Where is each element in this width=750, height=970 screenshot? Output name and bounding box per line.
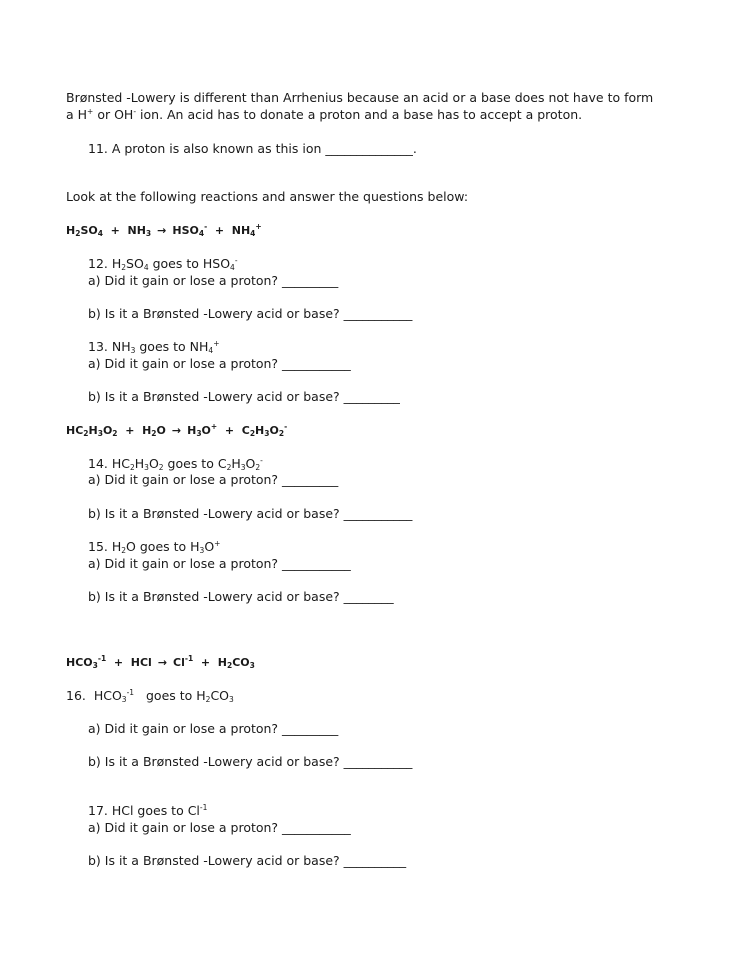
question-13b: b) Is it a Brønsted -Lowery acid or base? _________: [88, 389, 400, 404]
reaction-arrow-icon: →: [171, 424, 182, 437]
question-17-heading: 17. HCl goes to $Cl^{-1}$: [88, 803, 208, 818]
reaction-1: $H_2SO_4 + NH_3 \to HSO_4^- + NH_4^+$: [66, 222, 262, 238]
question-16-heading: 16. $HCO_3^{-1}$ goes to $H_2CO_3$: [66, 688, 234, 704]
reaction-arrow-icon: →: [157, 224, 167, 237]
question-15a: a) Did it gain or lose a proton? ___________: [88, 556, 351, 571]
question-14-heading: 14. $HC_2H_3O_2$ goes to $C_2H_3O_2^-$: [88, 456, 263, 472]
question-12b: b) Is it a Brønsted -Lowery acid or base? ___________: [88, 306, 413, 321]
intro-line-2: a H+ or OH- ion. An acid has to donate a proton and a base has to accept a proton.: [66, 107, 583, 122]
question-16a: a) Did it gain or lose a proton? _________: [88, 721, 339, 736]
question-12-heading: 12. $H_2SO_4$ goes to $HSO_4^-$: [88, 256, 238, 272]
question-15b: b) Is it a Brønsted -Lowery acid or base? ________: [88, 589, 394, 604]
reaction-2: $HC_2H_3O_2 + H_2O \to H_3O^+ + C_2H_3O_2^-$: [66, 422, 288, 438]
instruction-text: Look at the following reactions and answer the questions below:: [66, 189, 469, 204]
question-16b: b) Is it a Brønsted -Lowery acid or base? ___________: [88, 754, 413, 769]
reaction-arrow-icon: →: [157, 656, 168, 669]
question-13-heading: 13. $NH_3$ goes to $NH_4^+$: [88, 339, 220, 355]
question-17b: b) Is it a Brønsted -Lowery acid or base? __________: [88, 853, 407, 868]
question-15-heading: 15. $H_2O$ goes to $H_3O^+$: [88, 539, 221, 555]
question-13a: a) Did it gain or lose a proton? ___________: [88, 356, 351, 371]
question-11: 11. A proton is also known as this ion ______________.: [88, 141, 417, 156]
question-14b: b) Is it a Brønsted -Lowery acid or base? ___________: [88, 506, 413, 521]
question-17a: a) Did it gain or lose a proton? ___________: [88, 820, 351, 835]
intro-line-1: Brønsted -Lowery is different than Arrhenius because an acid or a base does not have to form: [66, 90, 654, 105]
reaction-3: $HCO_3^{-1}$ + HCl → $Cl^{-1} + H_2CO_3$: [66, 654, 255, 670]
question-14a: a) Did it gain or lose a proton? _________: [88, 472, 339, 487]
question-12a: a) Did it gain or lose a proton? _________: [88, 273, 339, 288]
